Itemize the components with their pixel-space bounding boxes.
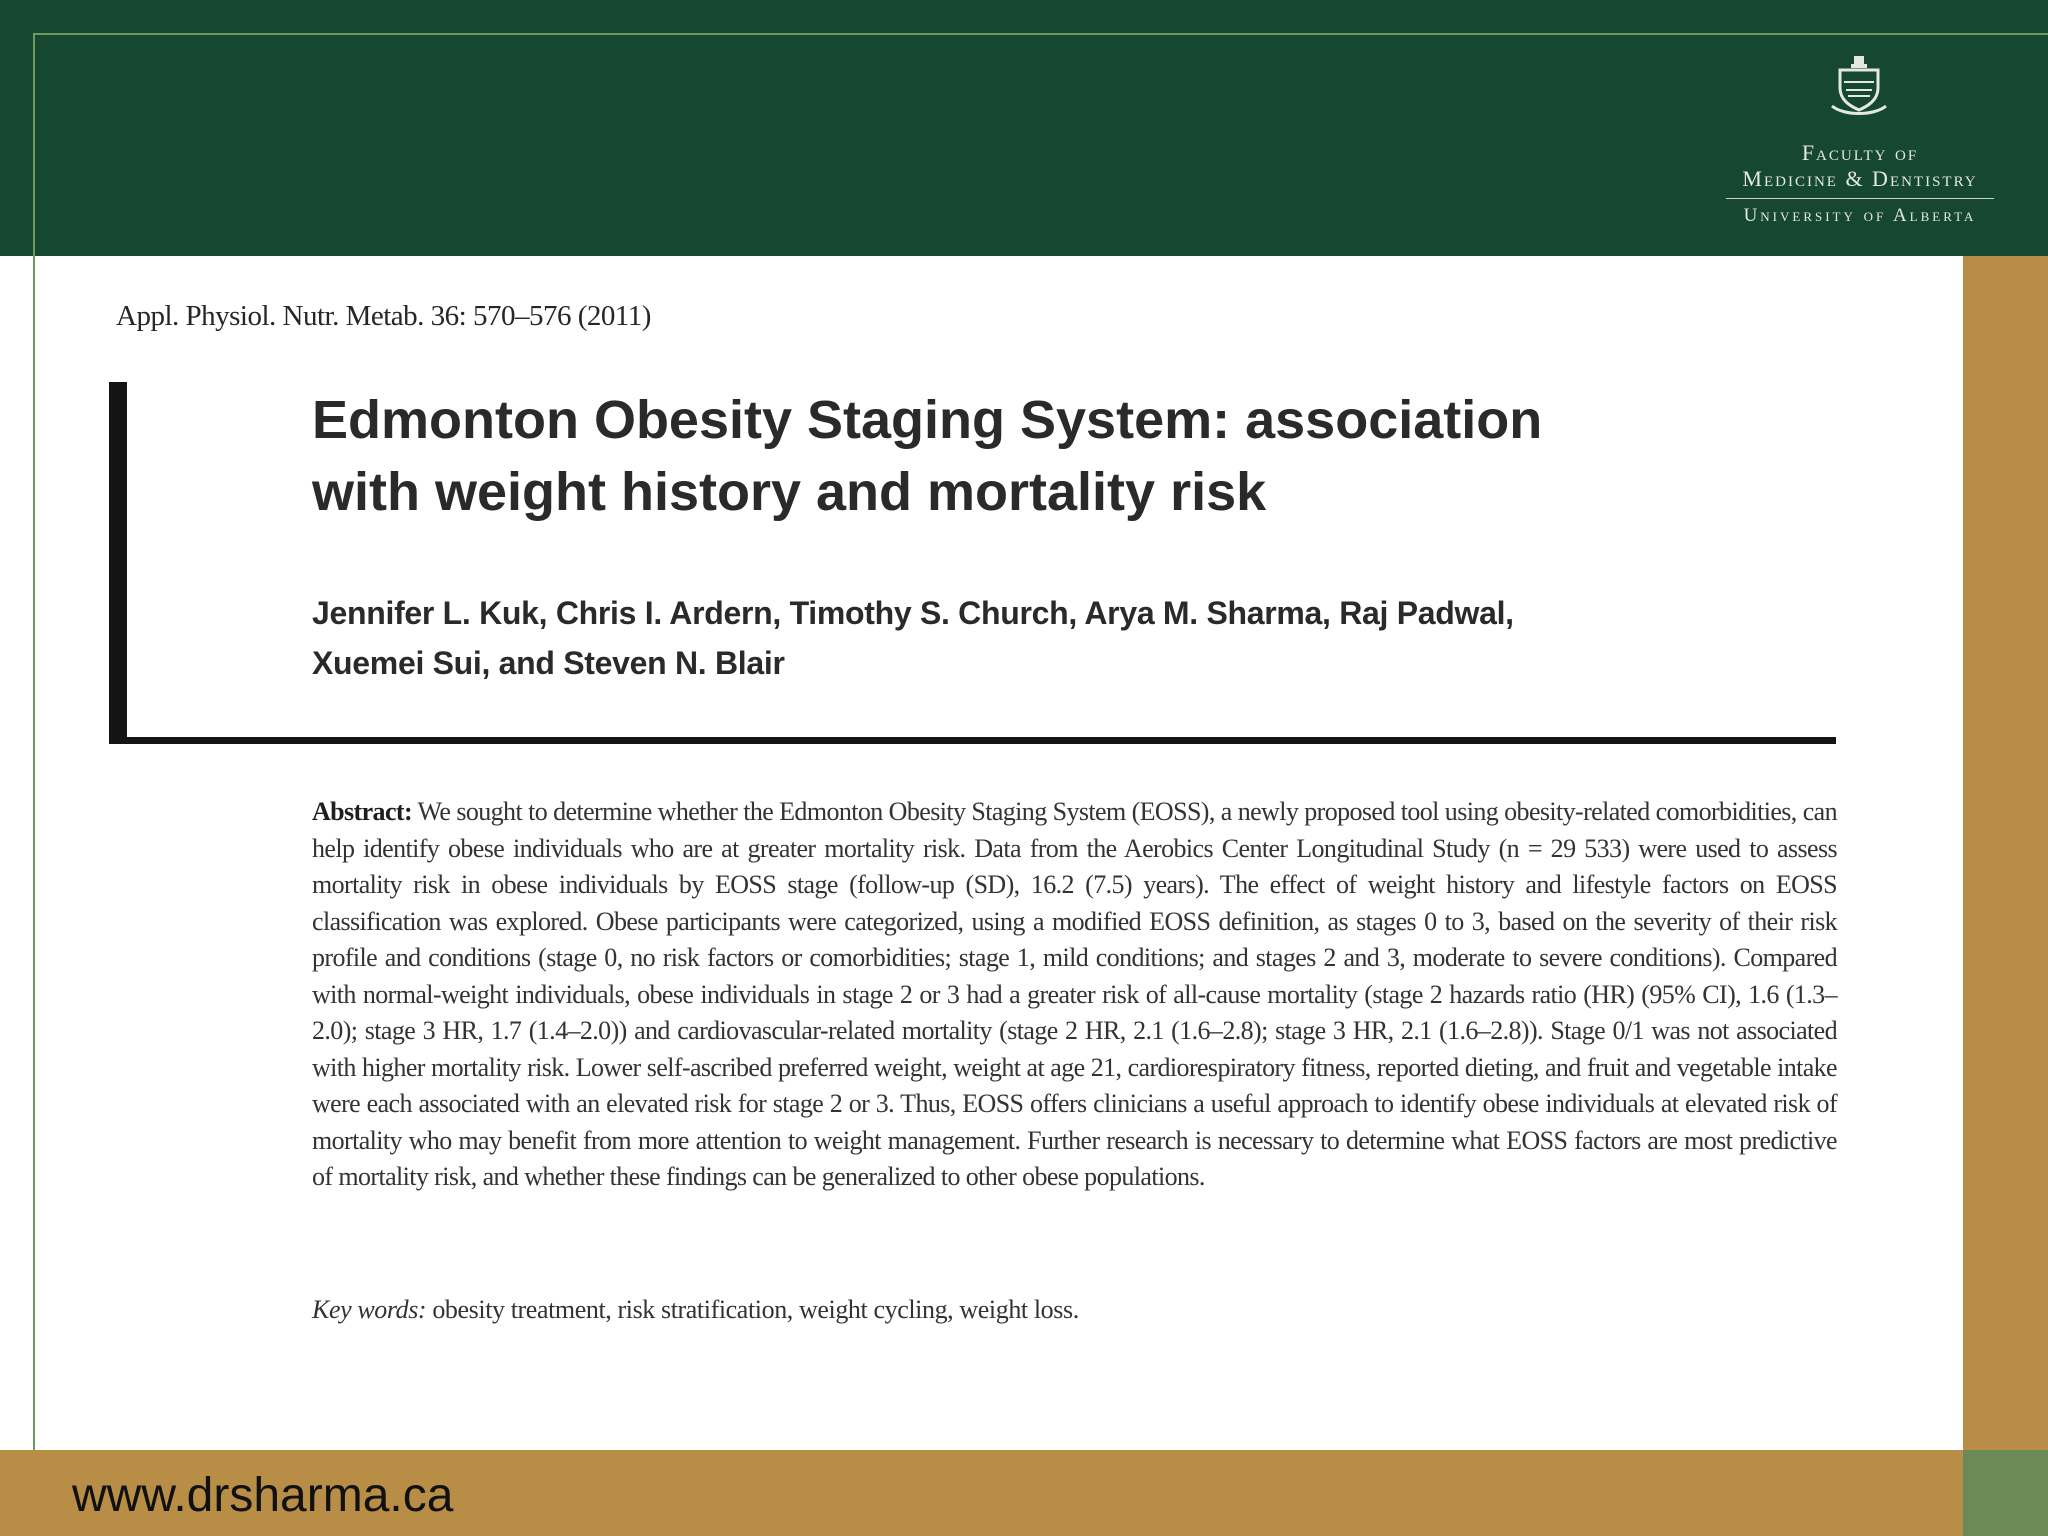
abstract-label: Abstract:: [312, 797, 413, 826]
paper-title: [312, 384, 1812, 528]
frame-line-top: [33, 33, 2048, 35]
keywords-label: Key words:: [312, 1295, 427, 1324]
keywords-block: [312, 1292, 1837, 1328]
footer-website-link[interactable]: www.drsharma.ca: [72, 1469, 454, 1522]
university-name: University of Alberta: [1743, 205, 1977, 226]
title-line-1: Edmonton Obesity Staging System: association: [312, 390, 1543, 450]
logo-divider: [1726, 198, 1994, 199]
university-crest-icon: [1826, 52, 1892, 118]
faculty-line1: Faculty of: [1801, 140, 1919, 165]
footer-corner-block: [1963, 1450, 2048, 1536]
title-side-bar: [109, 382, 127, 744]
title-line-2: with weight history and mortality risk: [312, 462, 1267, 522]
frame-line-left: [33, 33, 35, 1536]
faculty-line2: Medicine & Dentistry: [1742, 166, 1978, 191]
faculty-logo-text: [1720, 140, 2000, 227]
right-accent-bar: [1963, 256, 2048, 1450]
keywords-text: obesity treatment, risk stratification, weight cycling, weight loss.: [432, 1295, 1079, 1324]
paper-authors: [312, 588, 1832, 688]
abstract-text: We sought to determine whether the Edmonton Obesity Staging System (EOSS), a newly proposed tool using obesity-related comorbidities, can help identify obese individuals who are at greater mortality risk. Data from the Aerobics Center Longitudinal Study (n = 29 533) were used to assess mortality risk in obese individuals by EOSS stage (follow-up (SD), 16.2 (7.5) years). The effect of weight history and lifestyle factors on EOSS classification was explored. Obese participants were categorized, using a modified EOSS definition, as stages 0 to 3, based on the severity of their risk profile and conditions (stage 0, no risk factors or comorbidities; stage 1, mild conditions; and stages 2 and 3, moderate to severe conditions). Compared with normal-weight individuals, obese individuals in stage 2 or 3 had a greater risk of all-cause mortality (stage 2 hazards ratio (HR) (95% CI), 1.6 (1.3–2.0); stage 3 HR, 1.7 (1.4–2.0)) and cardiovascular-related mortality (stage 2 HR, 2.1 (1.6–2.8); stage 3 HR, 2.1 (1.6–2.8)). Stage 0/1 was not associated with higher mortality risk. Lower self-ascribed preferred weight, weight at age 21, cardiorespiratory fitness, reported dieting, and fruit and vegetable intake were each associated with an elevated risk for stage 2 or 3. Thus, EOSS offers clinicians a useful approach to identify obese individuals at elevated risk of mortality who may benefit from more attention to weight management. Further research is necessary to determine what EOSS factors are most predictive of mortality risk, and whether these findings can be generalized to other obese populations.: [312, 797, 1837, 1191]
title-bottom-rule: [109, 737, 1836, 744]
authors-line-2: Xuemei Sui, and Steven N. Blair: [312, 645, 785, 681]
authors-line-1: Jennifer L. Kuk, Chris I. Ardern, Timothy S. Church, Arya M. Sharma, Raj Padwal,: [312, 595, 1514, 631]
journal-citation: Appl. Physiol. Nutr. Metab. 36: 570–576 (2011): [116, 300, 651, 332]
abstract-block: [312, 794, 1837, 1196]
